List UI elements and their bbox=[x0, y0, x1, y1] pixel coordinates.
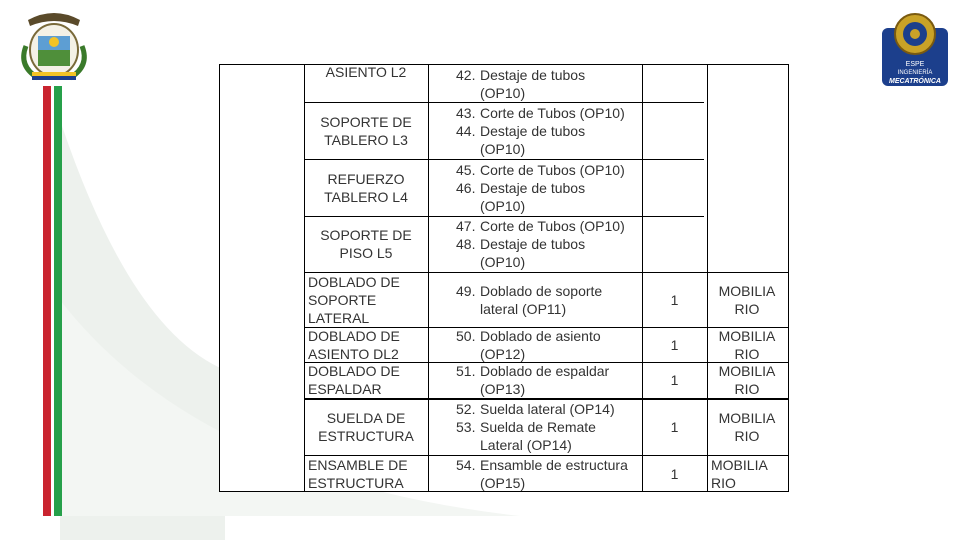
operation-text: Destaje de tubos bbox=[480, 122, 586, 139]
operation-text: Destaje de tubos bbox=[480, 67, 586, 83]
location-cell bbox=[707, 327, 787, 363]
part-name-cell bbox=[304, 113, 428, 149]
part-name-line: ESTRUCTURA bbox=[308, 475, 404, 491]
location-line: RIO bbox=[711, 475, 736, 491]
location-line: RIO bbox=[734, 300, 760, 317]
logo-line3: MECATRÓNICA bbox=[889, 78, 941, 85]
part-name-line: SUELDA DE bbox=[326, 409, 406, 426]
operation-line bbox=[456, 235, 585, 253]
col-divider bbox=[428, 65, 429, 491]
part-name-cell bbox=[308, 362, 428, 398]
operation-text: Doblado de soporte bbox=[480, 282, 603, 299]
part-name-line: TABLERO L4 bbox=[324, 188, 408, 205]
location-line: RIO bbox=[734, 346, 760, 362]
flag-stripe-green bbox=[54, 86, 62, 516]
operation-line bbox=[456, 474, 525, 492]
operation-text: (OP13) bbox=[480, 381, 526, 397]
location-line: MOBILIA bbox=[718, 328, 776, 344]
operation-text: Ensamble de estructura bbox=[480, 457, 628, 473]
operation-line bbox=[456, 282, 602, 300]
operation-number: 52. bbox=[456, 400, 476, 417]
part-name-line: ESPALDAR bbox=[308, 381, 382, 397]
operation-number: 45. bbox=[456, 161, 476, 178]
quantity-cell: 1 bbox=[670, 418, 679, 435]
part-name-line: SOPORTE bbox=[308, 291, 377, 308]
operation-line bbox=[456, 456, 628, 474]
operation-number: 44. bbox=[456, 122, 476, 139]
operation-number: 54. bbox=[456, 457, 476, 473]
operation-line bbox=[456, 345, 525, 363]
operation-text: Lateral (OP14) bbox=[480, 436, 572, 453]
operation-line bbox=[456, 380, 525, 398]
operation-line bbox=[456, 84, 525, 102]
operation-line bbox=[456, 253, 525, 271]
quantity-cell: 1 bbox=[670, 291, 679, 308]
operation-text: Suelda de Remate bbox=[480, 418, 596, 435]
operation-number: 46. bbox=[456, 179, 476, 196]
operation-text: lateral (OP11) bbox=[480, 300, 567, 317]
location-line: MOBILIA bbox=[718, 409, 776, 426]
operation-text: Corte de Tubos (OP10) bbox=[480, 218, 625, 234]
part-name-line: LATERAL bbox=[308, 309, 370, 326]
part-name-line: DOBLADO DE bbox=[308, 273, 400, 290]
part-name-line: ASIENTO L2 bbox=[325, 64, 407, 80]
operation-text: (OP12) bbox=[480, 346, 526, 362]
location-line: MOBILIA bbox=[718, 363, 776, 379]
operation-number: 50. bbox=[456, 328, 476, 344]
operation-line bbox=[456, 300, 566, 318]
part-name-line: TABLERO L3 bbox=[324, 131, 408, 148]
operation-line bbox=[456, 362, 609, 380]
operation-line bbox=[456, 217, 625, 235]
quantity-cell: 1 bbox=[670, 466, 679, 482]
operation-line bbox=[456, 400, 615, 418]
operation-number: 49. bbox=[456, 282, 476, 299]
espe-mecatronica-logo bbox=[880, 6, 950, 88]
operation-line bbox=[456, 179, 585, 197]
operation-text: (OP10) bbox=[480, 85, 526, 101]
location-cell bbox=[707, 282, 787, 318]
location-cell bbox=[707, 409, 787, 445]
location-line: MOBILIA bbox=[711, 457, 768, 473]
operation-number: 43. bbox=[456, 104, 476, 121]
location-line: RIO bbox=[734, 427, 760, 444]
operation-line bbox=[456, 436, 572, 454]
quantity-cell: 1 bbox=[670, 372, 679, 388]
part-name-cell bbox=[308, 273, 428, 327]
quantity-cell: 1 bbox=[670, 336, 679, 353]
operation-line bbox=[456, 418, 596, 436]
operation-line bbox=[456, 122, 585, 140]
operation-line bbox=[456, 104, 625, 122]
operation-text: (OP15) bbox=[480, 475, 526, 491]
flag-stripe-red bbox=[43, 86, 51, 516]
part-name-line: ESTRUCTURA bbox=[318, 427, 414, 444]
operation-text: Destaje de tubos bbox=[480, 236, 586, 252]
operation-text: Doblado de asiento bbox=[480, 328, 601, 344]
operation-text: Corte de Tubos (OP10) bbox=[480, 104, 625, 121]
part-name-cell bbox=[304, 226, 428, 262]
part-name-line: DOBLADO DE bbox=[308, 328, 400, 344]
part-name-line: SOPORTE DE bbox=[320, 227, 412, 243]
part-name-cell bbox=[304, 170, 428, 206]
part-name-cell bbox=[304, 64, 428, 81]
part-name-line: REFUERZO bbox=[327, 170, 405, 187]
operation-line bbox=[456, 197, 525, 215]
operation-text: (OP10) bbox=[480, 197, 526, 214]
operation-text: Suelda lateral (OP14) bbox=[480, 400, 615, 417]
part-name-cell bbox=[308, 456, 428, 492]
part-name-line: PISO L5 bbox=[339, 245, 393, 261]
operation-text: Destaje de tubos bbox=[480, 179, 586, 196]
location-cell bbox=[707, 362, 787, 398]
part-name-line: ASIENTO DL2 bbox=[308, 346, 399, 362]
operation-number: 42. bbox=[456, 67, 476, 83]
operation-number: 48. bbox=[456, 236, 476, 252]
operation-text: (OP10) bbox=[480, 140, 526, 157]
part-name-line: SOPORTE DE bbox=[320, 113, 412, 130]
operation-number: 51. bbox=[456, 363, 476, 379]
operation-text: Corte de Tubos (OP10) bbox=[480, 161, 625, 178]
location-line: RIO bbox=[734, 381, 760, 397]
coat-of-arms-logo bbox=[8, 6, 100, 86]
operation-number: 53. bbox=[456, 418, 476, 435]
logo-line1: ESPE bbox=[905, 61, 925, 68]
location-line: MOBILIA bbox=[718, 282, 776, 299]
process-table bbox=[219, 64, 789, 492]
operation-number: 47. bbox=[456, 218, 476, 234]
operation-text: (OP10) bbox=[480, 254, 526, 270]
part-name-cell bbox=[304, 409, 428, 445]
part-name-line: ENSAMBLE DE bbox=[308, 457, 408, 473]
location-cell bbox=[711, 456, 789, 492]
part-name-line: DOBLADO DE bbox=[308, 363, 400, 379]
operation-line bbox=[456, 161, 625, 179]
logo-line2: INGENIERÍA bbox=[897, 70, 933, 76]
operation-line bbox=[456, 140, 525, 158]
part-name-cell bbox=[308, 327, 428, 363]
operation-line bbox=[456, 66, 585, 84]
operation-line bbox=[456, 327, 601, 345]
operation-text: Doblado de espaldar bbox=[480, 363, 610, 379]
